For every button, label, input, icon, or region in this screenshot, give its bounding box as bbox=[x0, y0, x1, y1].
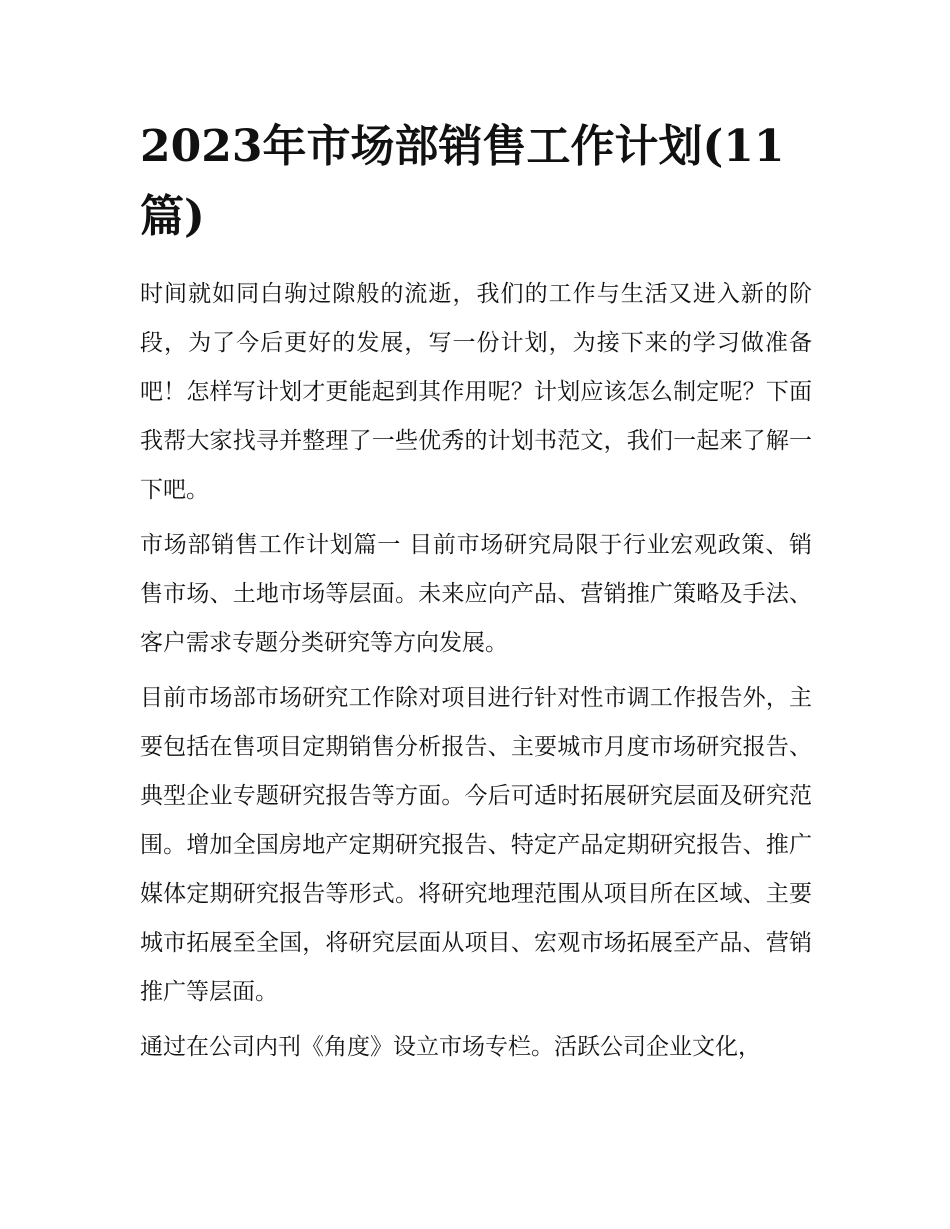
paragraph-intro: 时间就如同白驹过隙般的流逝，我们的工作与生活又进入新的阶段，为了今后更好的发展，写一份计划，为接下来的学习做准备吧！怎样写计划才更能起到其作用呢？计划应该怎么制定呢？下面我帮大家找寻并整理了一些优秀的计划书范文，我们一起来了解一下吧。 bbox=[140, 281, 812, 503]
document-title: 2023年市场部销售工作计划(11篇) bbox=[140, 121, 785, 242]
paragraph-research-work: 目前市场部市场研究工作除对项目进行针对性市调工作报告外，主要包括在售项目定期销售分析报告、主要城市月度市场研究报告、典型企业专题研究报告等方面。今后可适时拓展研究层面及研究范围。增加全国房地产定期研究报告、特定产品定期研究报告、推广媒体定期研究报告等形式。将研究地理范围从项目所在区域、主要城市拓展至全国，将研究层面从项目、宏观市场拓展至产品、营销推广等层面。 bbox=[140, 685, 812, 1005]
paragraph-plan-one: 市场部销售工作计划篇一 目前市场研究局限于行业宏观政策、销售市场、土地市场等层面。未来应向产品、营销推广策略及手法、客户需求专题分类研究等方向发展。 bbox=[140, 532, 812, 656]
document-body bbox=[140, 112, 812, 1078]
paragraph-internal-journal: 通过在公司内刊《角度》设立市场专栏。活跃公司企业文化， bbox=[140, 1034, 761, 1060]
